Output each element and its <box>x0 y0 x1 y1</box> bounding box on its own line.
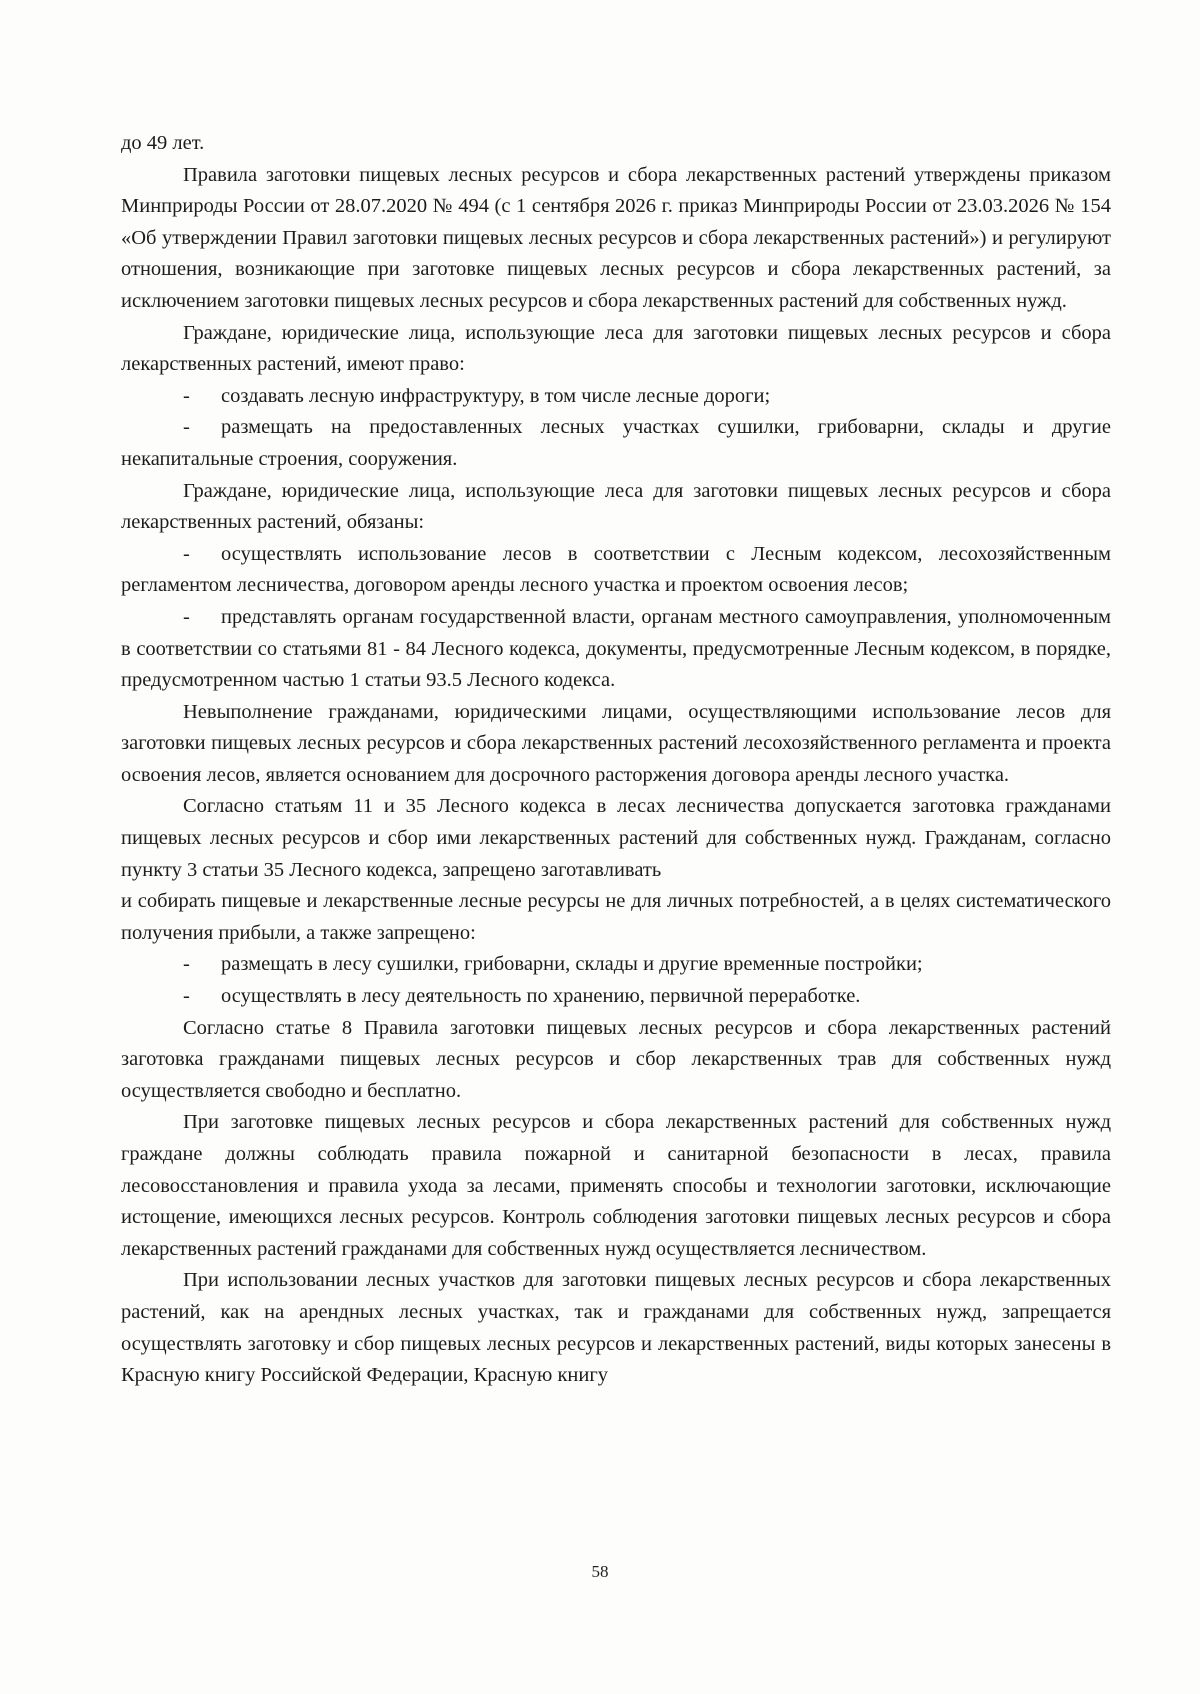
list-dash: - <box>183 384 190 407</box>
list-item-text: размещать в лесу сушилки, грибоварни, склады и другие временные постройки; <box>221 953 923 976</box>
document-body <box>121 128 1111 1392</box>
list-item <box>121 602 1111 697</box>
paragraph-obligations-intro: Граждане, юридические лица, использующие леса для заготовки пищевых лесных ресурсов и сбора лекарственных растений, обязаны: <box>121 479 1111 534</box>
list-item-text: размещать на предоставленных лесных участках сушилки, грибоварни, склады и другие некапитальные строения, сооружения. <box>121 416 1111 470</box>
paragraph-citizens-harvesting-continued: и собирать пищевые и лекарственные лесные ресурсы не для личных потребностей, а в целях систематического получения прибыли, а также запрещено: <box>121 890 1111 944</box>
list-dash: - <box>183 542 190 565</box>
paragraph-rules-approval: Правила заготовки пищевых лесных ресурсов и сбора лекарственных растений утверждены приказом Минприроды России от 28.07.2020 № 494 (с 1 сентября 2026 г. приказ Минприроды России от 23.03.2026 № 154 «Об утверждении Правил заготовки пищевых лесных ресурсов и сбора лекарственных растений») и регулируют отношения, возникающие при заготовке пищевых лесных ресурсов и сбора лекарственных растений, за исключением заготовки пищевых лесных ресурсов и сбора лекарственных растений для собственных нужд. <box>121 163 1111 312</box>
paragraph-red-book: При использовании лесных участков для заготовки пищевых лесных ресурсов и сбора лекарственных растений, как на арендных лесных участках, так и гражданами для собственных нужд, запрещается осуществлять заготовку и сбор пищевых лесных ресурсов и лекарственных растений, виды которых занесены в Красную книгу Российской Федерации, Красную книгу <box>121 1269 1111 1387</box>
list-dash: - <box>183 953 190 976</box>
list-item <box>121 539 1111 602</box>
list-dash: - <box>183 985 190 1008</box>
paragraph-non-compliance: Невыполнение гражданами, юридическими лицами, осуществляющими использование лесов для заготовки пищевых лесных ресурсов и сбора лекарственных растений лесохозяйственного регламента и проекта освоения лесов, является основанием для досрочного расторжения договора аренды лесного участка. <box>121 700 1111 786</box>
intro-line: до 49 лет. <box>121 132 205 154</box>
paragraph-citizens-harvesting: Согласно статьям 11 и 35 Лесного кодекса в лесах лесничества допускается заготовка гражданами пищевых лесных ресурсов и сбор ими лекарственных растений для собственных нужд. Гражданам, согласно пункту 3 статьи 35 Лесного кодекса, запрещено заготавливать <box>121 795 1111 881</box>
list-item-text: представлять органам государственной власти, органам местного самоуправления, уполномоченным в соответствии со статьями 81 - 84 Лесного кодекса, документы, предусмотренные Лесным кодексом, в порядке, предусмотренном частью 1 статьи 93.5 Лесного кодекса. <box>121 605 1111 692</box>
list-item-text: осуществлять в лесу деятельность по хранению, первичной переработке. <box>221 985 861 1008</box>
list-item <box>121 381 1111 413</box>
paragraph-article-8: Согласно статье 8 Правила заготовки пищевых лесных ресурсов и сбора лекарственных растений заготовка гражданами пищевых лесных ресурсов и сбор лекарственных трав для собственных нужд осуществляется свободно и бесплатно. <box>121 1016 1111 1102</box>
paragraph-rights-intro: Граждане, юридические лица, использующие леса для заготовки пищевых лесных ресурсов и сбора лекарственных растений, имеют право: <box>121 321 1111 376</box>
list-item <box>121 949 1111 981</box>
page-number: 58 <box>591 1562 609 1581</box>
list-dash: - <box>183 416 190 439</box>
paragraph-safety-rules: При заготовке пищевых лесных ресурсов и сбора лекарственных растений для собственных нужд граждане должны соблюдать правила пожарной и санитарной безопасности в лесах, правила лесовосстановления и правила ухода за лесами, применять способы и технологии заготовки, исключающие истощение, имеющихся лесных ресурсов. Контроль соблюдения заготовки пищевых лесных ресурсов и сбора лекарственных растений гражданами для собственных нужд осуществляется лесничеством. <box>121 1111 1111 1260</box>
list-item-text: осуществлять использование лесов в соответствии с Лесным кодексом, лесохозяйственным регламентом лесничества, договором аренды лесного участка и проектом освоения лесов; <box>121 542 1111 597</box>
list-item-text: создавать лесную инфраструктуру, в том числе лесные дороги; <box>221 384 771 407</box>
list-item <box>121 981 1111 1013</box>
list-item <box>121 412 1111 475</box>
list-dash: - <box>183 605 190 628</box>
